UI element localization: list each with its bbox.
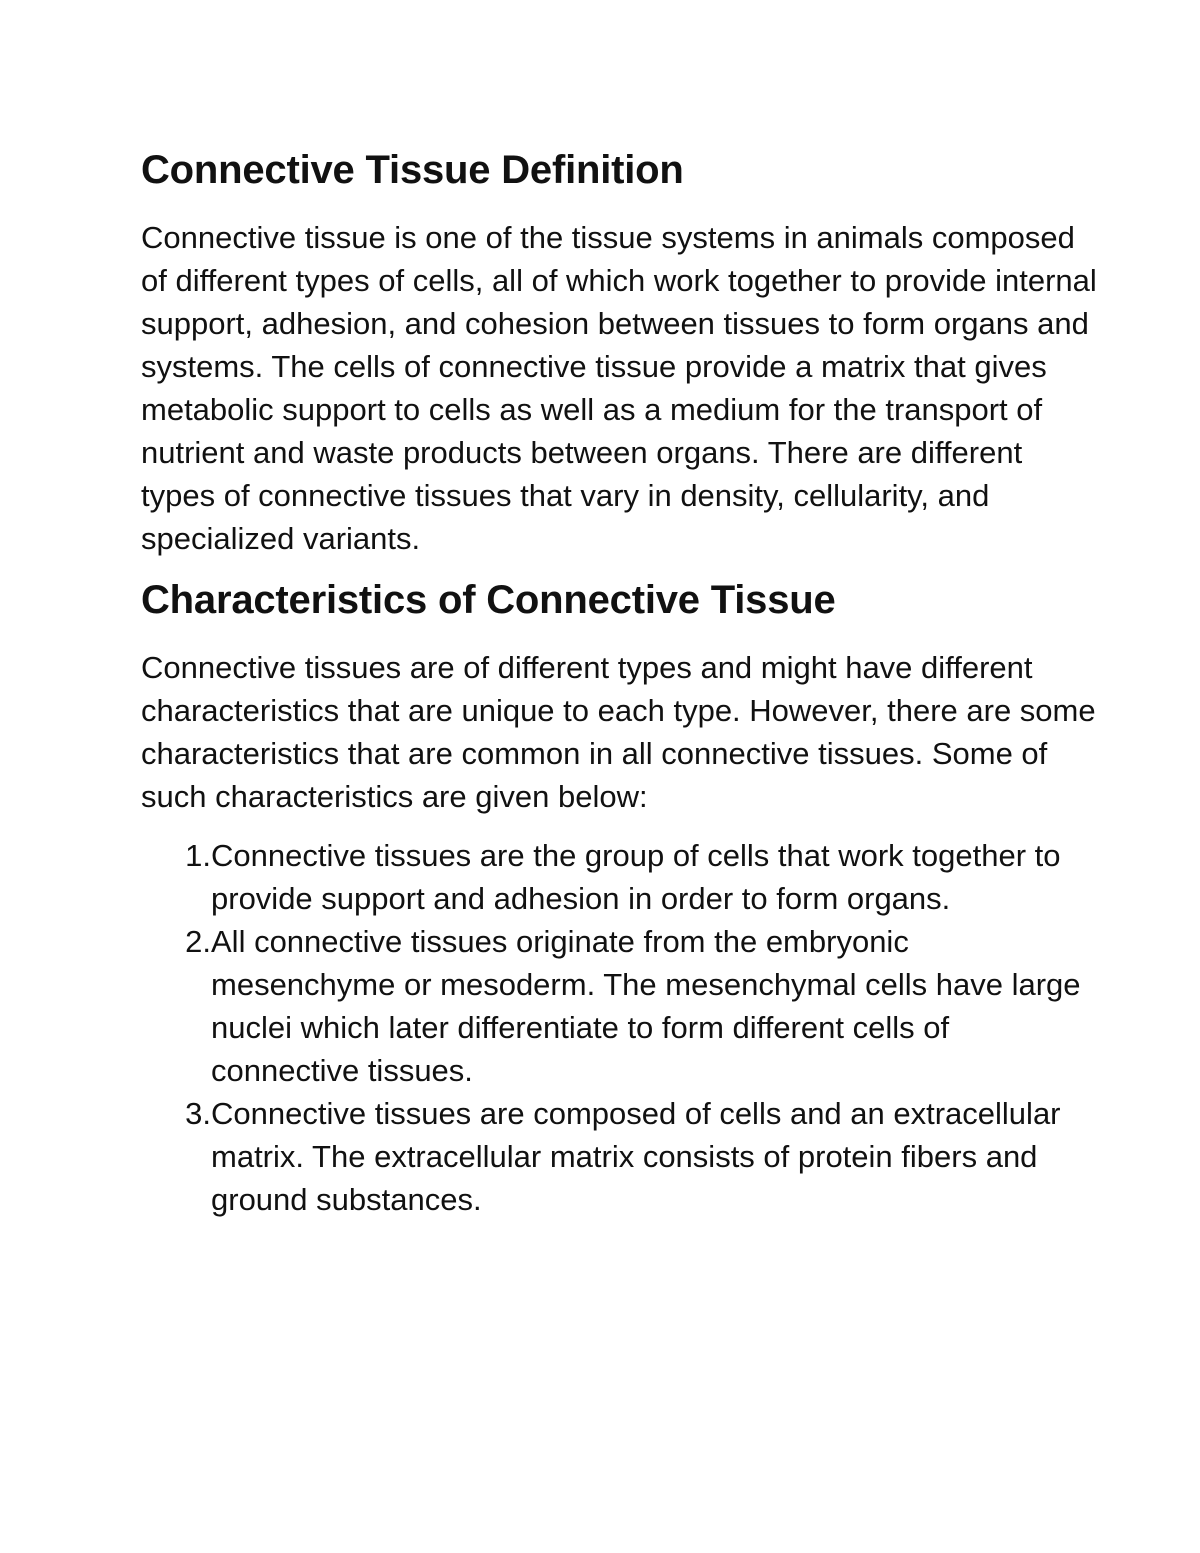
definition-section <box>141 146 1101 560</box>
list-item-text: Connective tissues are the group of cells that work together to provide support and adhesion in order to form organs. <box>211 838 1061 916</box>
section-paragraph: Connective tissues are of different types and might have different characteristics that are unique to each type. However, there are some characteristics that are common in all connective tissues. Some of such characteristics are given below: <box>141 650 1096 814</box>
section-paragraph: Connective tissue is one of the tissue systems in animals composed of different types of cells, all of which work together to provide internal support, adhesion, and cohesion between tissues to form organs and systems. The cells of connective tissue provide a matrix that gives metabolic support to cells as well as a medium for the transport of nutrient and waste products between organs. There are different types of connective tissues that vary in density, cellularity, and specialized variants. <box>141 220 1097 556</box>
list-item-text: Connective tissues are composed of cells and an extracellular matrix. The extracellular matrix consists of protein fibers and ground substances. <box>211 1096 1061 1217</box>
list-item <box>141 834 1101 920</box>
section-heading: Connective Tissue Definition <box>141 148 684 192</box>
characteristics-list <box>141 834 1101 1221</box>
list-item-number: 1. <box>185 838 211 873</box>
list-item-number: 2. <box>185 924 211 959</box>
characteristics-section <box>141 576 1101 1221</box>
document-page <box>141 146 1101 1221</box>
list-item <box>141 1092 1101 1221</box>
section-heading: Characteristics of Connective Tissue <box>141 578 836 622</box>
list-item <box>141 920 1101 1092</box>
list-item-number: 3. <box>185 1096 211 1131</box>
list-item-text: All connective tissues originate from the embryonic mesenchyme or mesoderm. The mesenchymal cells have large nuclei which later differentiate to form different cells of connective tissues. <box>211 924 1081 1088</box>
